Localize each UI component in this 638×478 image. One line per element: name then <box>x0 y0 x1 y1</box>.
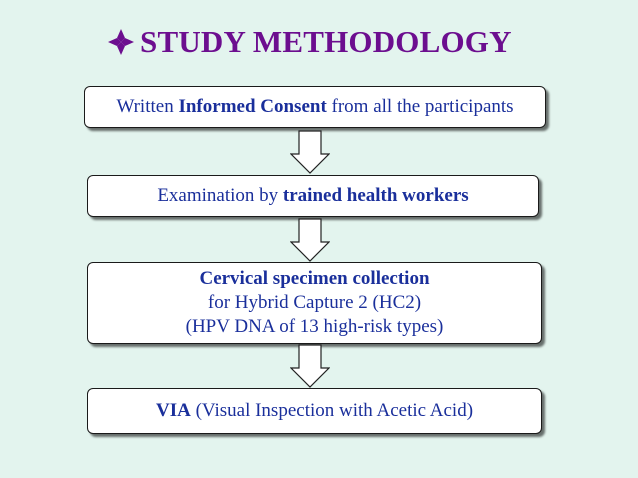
step-3-line3: (HPV DNA of 13 high-risk types) <box>185 316 444 337</box>
down-arrow-icon <box>290 130 330 174</box>
step-3-line2: for Hybrid Capture 2 (HC2) <box>207 292 422 313</box>
step-3-heading: Cervical specimen collection <box>199 268 430 289</box>
step-1-box <box>84 86 546 128</box>
step-4-box <box>87 388 542 434</box>
step-2-text: Examination by trained health workers <box>157 185 469 206</box>
slide-title <box>106 20 512 64</box>
down-arrow-icon <box>290 344 330 388</box>
step-3-box <box>87 262 542 344</box>
step-2-box <box>87 175 539 217</box>
step-4-text: VIA (Visual Inspection with Acetic Acid) <box>155 400 474 421</box>
title-text: STUDY METHODOLOGY <box>140 24 512 59</box>
step-1-text: Written Informed Consent from all the participants <box>116 96 514 117</box>
down-arrow-icon <box>290 218 330 262</box>
diamond-bullet-icon <box>106 27 136 57</box>
